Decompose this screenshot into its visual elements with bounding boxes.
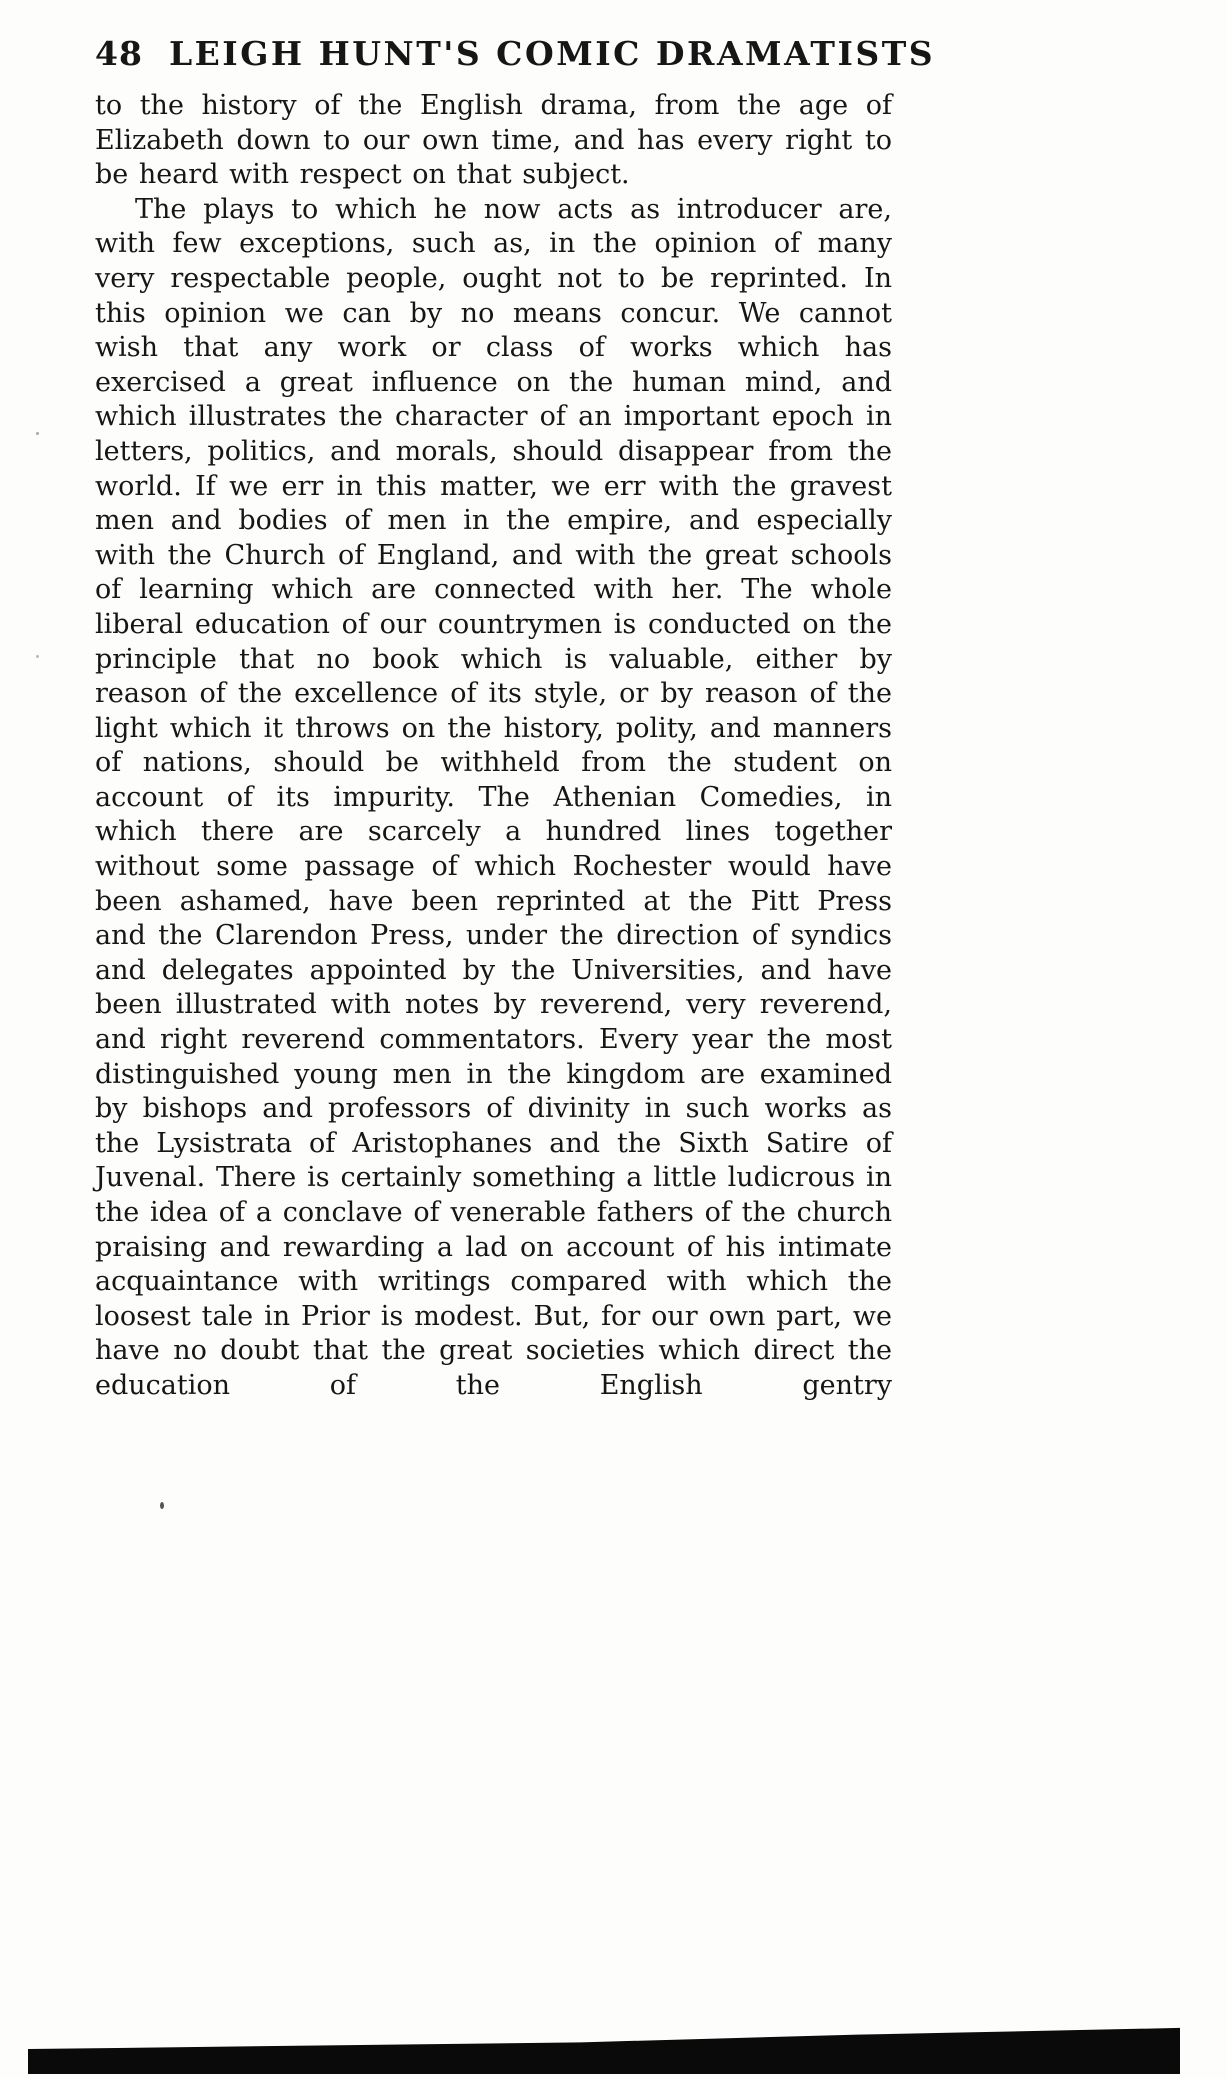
paragraph-continuation: to the history of the English drama, from the age of Elizabeth down to our own time, and has every right to be heard with respect on that subject.	[95, 90, 892, 191]
scan-artifact-speck	[36, 432, 39, 435]
running-head	[95, 34, 936, 73]
paragraph-main: The plays to which he now acts as introducer are, with few exceptions, such as, in the opinion of many very respectable people, ought not to be reprinted. In this opinion we can by no means concur. We cannot wish that any work or class of works which has exercised a great influence on the human mind, and which illustrates the character of an important epoch in letters, politics, and morals, should disappear from the world. If we err in this matter, we err with the gravest men and bodies of men in the empire, and especially with the Church of England, and with the great schools of learning which are connected with her. The whole liberal education of our countrymen is conducted on the principle that no book which is valuable, either by reason of the excellence of its style, or by reason of the light which it throws on the history, polity, and manners of nations, should be withheld from the student on account of its impurity. The Athenian Comedies, in which there are scarcely a hundred lines together without some passage of which Rochester would have been ashamed, have been reprinted at the Pitt Press and the Clarendon Press, under the direction of syndics and delegates appointed by the Universities, and have been illustrated with notes by reverend, very reverend, and right reverend commentators. Every year the most distinguished young men in the kingdom are examined by bishops and professors of divinity in such works as the Lysistrata of Aristophanes and the Sixth Satire of Juvenal. There is certainly something a little ludicrous in the idea of a conclave of venerable fathers of the church praising and rewarding a lad on account of his intimate acquaintance with writings compared with which the loosest tale in Prior is modest. But, for our own part, we have no doubt that the great societies which direct the education of the English gentry	[95, 193, 892, 1401]
scan-artifact-black-bar	[28, 2026, 1180, 2074]
scan-artifact-speck	[36, 655, 39, 658]
body-text	[95, 89, 892, 1404]
scan-artifact-speck	[160, 1502, 164, 1509]
page-number: 48	[95, 34, 143, 73]
text-block	[95, 34, 936, 1404]
running-head-title: LEIGH HUNT'S COMIC DRAMATISTS	[168, 34, 936, 73]
